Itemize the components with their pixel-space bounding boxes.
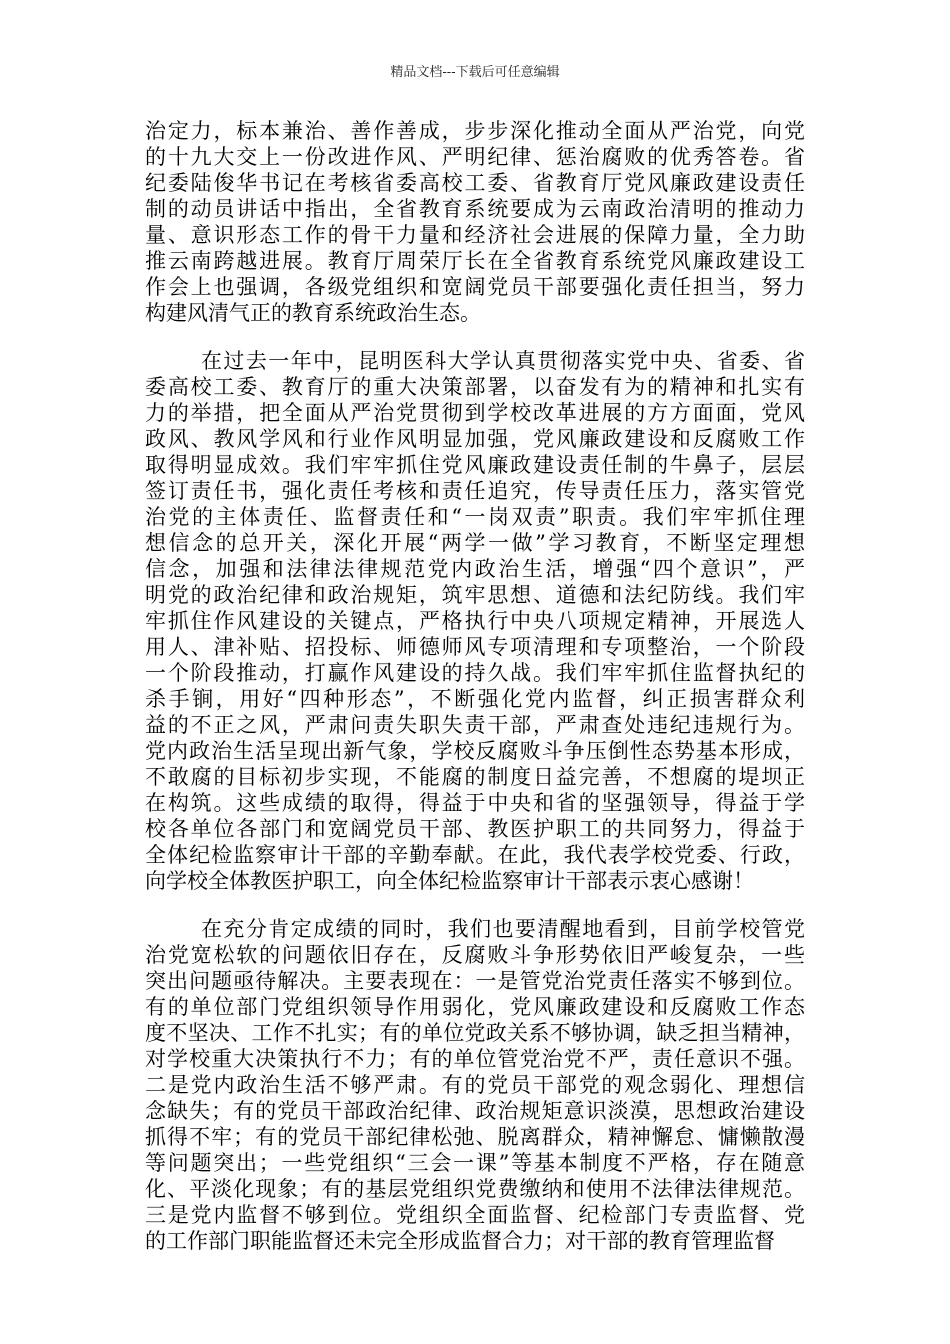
text-line: 作会上也强调，各级党组织和宽阔党员干部要强化责任担当，努力 [145,275,805,299]
text-line: 的十九大交上一份改进作风、严明纪律、惩治腐败的优秀答卷。省 [145,145,805,169]
text-line: 治党宽松软的问题依旧存在，反腐败斗争形势依旧严峻复杂，一些 [145,943,805,967]
text-line: 突出问题亟待解决。主要表现在：一是管党治党责任落实不够到位。 [145,969,805,993]
text-line: 纪委陆俊华书记在考核省委高校工委、省教育厅党风廉政建设责任 [145,171,805,195]
text-line: 在构筑。这些成绩的取得，得益于中央和省的坚强领导，得益于学 [145,791,805,815]
text-line: 度不坚决、工作不扎实；有的单位党政关系不够协调，缺乏担当精神， [145,1021,805,1045]
text-line: 信念，加强和法律法律规范党内政治生活，增强“四个意识”，严 [145,557,805,581]
text-line: 在过去一年中，昆明医科大学认真贯彻落实党中央、省委、省 [201,349,805,373]
text-line: 杀手锏，用好“四种形态”，不断强化党内监督，纠正损害群众利 [145,687,805,711]
text-line: 等问题突出；一些党组织“三会一课”等基本制度不严格，存在随意 [145,1151,805,1175]
paragraph-2 [145,348,805,894]
text-line: 对学校重大决策执行不力；有的单位管党治党不严，责任意识不强。 [145,1047,805,1071]
text-line: 化、平淡化现象；有的基层党组织党费缴纳和使用不法律法律规范。 [145,1177,805,1201]
text-line: 治党的主体责任、监督责任和“一岗双责”职责。我们牢牢抓住理 [145,505,805,529]
text-line: 量、意识形态工作的骨干力量和经济社会进展的保障力量，全力助 [145,223,805,247]
text-line: 牢抓住作风建设的关键点，严格执行中央八项规定精神，开展选人 [145,609,805,633]
text-line: 制的动员讲话中指出，全省教育系统要成为云南政治清明的推动力 [145,197,805,221]
text-line: 用人、津补贴、招投标、师德师风专项清理和专项整治，一个阶段 [145,635,805,659]
paragraph-gap [145,894,805,916]
text-line: 的工作部门职能监督还未完全形成监督合力；对干部的教育管理监督 [145,1229,775,1253]
text-line: 想信念的总开关，深化开展“两学一做”学习教育，不断坚定理想 [145,531,805,555]
paragraph-container [145,118,805,1254]
text-line: 在充分肯定成绩的同时，我们也要清醒地看到，目前学校管党 [201,917,805,941]
text-line: 有的单位部门党组织领导作用弱化，党风廉政建设和反腐败工作态 [145,995,805,1019]
text-line: 取得明显成效。我们牢牢抓住党风廉政建设责任制的牛鼻子，层层 [145,453,805,477]
text-line: 抓得不牢；有的党员干部纪律松弛、脱离群众，精神懈怠、慵懒散漫 [145,1125,805,1149]
text-line: 推云南跨越进展。教育厅周荣厅长在全省教育系统党风廉政建设工 [145,249,805,273]
text-line: 签订责任书，强化责任考核和责任追究，传导责任压力，落实管党 [145,479,805,503]
paragraph-gap [145,326,805,348]
paragraph-1 [145,118,805,326]
paragraph-3 [145,916,805,1254]
text-line: 构建风清气正的教育系统政治生态。 [145,301,481,325]
text-line: 力的举措，把全面从严治党贯彻到学校改革进展的方方面面，党风 [145,401,805,425]
text-line: 益的不正之风，严肃问责失职失责干部，严肃查处违纪违规行为。 [145,713,805,737]
text-line: 党内政治生活呈现出新气象，学校反腐败斗争压倒性态势基本形成， [145,739,805,763]
text-line: 一个阶段推动，打赢作风建设的持久战。我们牢牢抓住监督执纪的 [145,661,805,685]
text-line: 校各单位各部门和宽阔党员干部、教医护职工的共同努力，得益于 [145,817,805,841]
page-header: 精品文档---下载后可任意编辑 [390,65,560,80]
text-line: 政风、教风学风和行业作风明显加强，党风廉政建设和反腐败工作 [145,427,805,451]
text-line: 全体纪检监察审计干部的辛勤奉献。在此，我代表学校党委、行政， [145,843,805,867]
text-line: 明党的政治纪律和政治规矩，筑牢思想、道德和法纪防线。我们牢 [145,583,805,607]
text-line: 二是党内政治生活不够严肃。有的党员干部党的观念弱化、理想信 [145,1073,805,1097]
text-line: 治定力，标本兼治、善作善成，步步深化推动全面从严治党，向党 [145,119,805,143]
text-line: 向学校全体教医护职工，向全体纪检监察审计干部表示衷心感谢！ [145,869,754,893]
text-line: 念缺失；有的党员干部政治纪律、政治规矩意识淡漠，思想政治建设 [145,1099,805,1123]
text-line: 三是党内监督不够到位。党组织全面监督、纪检部门专责监督、党 [145,1203,805,1227]
text-line: 委高校工委、教育厅的重大决策部署，以奋发有为的精神和扎实有 [145,375,805,399]
document-body [145,118,805,1254]
text-line: 不敢腐的目标初步实现，不能腐的制度日益完善，不想腐的堤坝正 [145,765,805,789]
